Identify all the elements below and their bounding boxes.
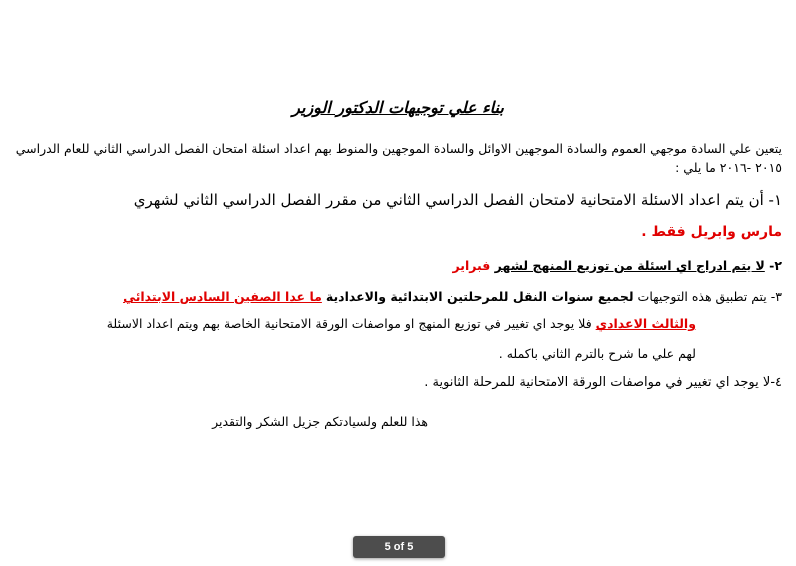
intro-paragraph: يتعين علي السادة موجهي العموم والسادة الموجهين الاوائل والسادة الموجهين والمنوط بهم اعداد اسئلة امتحان الفصل الدراسي الثاني للعام الدراسي ٢٠١٥ -٢٠١٦ ما يلي : <box>15 141 782 175</box>
document-title: بناء علي توجيهات الدكتور الوزير <box>292 98 504 117</box>
item-1-highlight: مارس وابريل فقط . <box>641 224 782 240</box>
page-indicator: 5 of 5 <box>353 536 445 558</box>
item-3-rest: فلا يوجد اي تغيير في توزيع المنهج او مواصفات الورقة الامتحانية الخاصة بهم ويتم اعداد الاسئلة <box>106 316 592 331</box>
item-3-line-3: لهم علي ما شرح بالترم الثاني باكمله . <box>498 346 696 361</box>
item-2-highlight: فبراير <box>452 258 491 273</box>
item-2-number: ٢- <box>769 258 782 273</box>
item-3-prefix: ٣- يتم تطبيق هذه التوجيهات <box>637 289 782 304</box>
item-4: ٤-لا يوجد اي تغيير في مواصفات الورقة الامتحانية للمرحلة الثانوية . <box>424 375 782 390</box>
item-3-bold: لجميع سنوات النقل للمرحلتين الابتدائية والاعدادية <box>325 289 634 304</box>
item-3-red-1: ما عدا الصفين السادس الابتدائي <box>123 289 322 304</box>
closing-line: هذا للعلم ولسيادتكم جزيل الشكر والتقدير <box>212 414 428 429</box>
item-3-line-2 <box>6 316 696 331</box>
item-2-text: لا يتم ادراج اي اسئلة من توزيع المنهج لشهر <box>494 258 765 273</box>
item-1-text: ١- أن يتم اعداد الاسئلة الامتحانية لامتحان الفصل الدراسي الثاني من مقرر الفصل الدراسي الثاني لشهري <box>133 191 782 209</box>
item-2 <box>12 258 782 273</box>
item-3-red-2: والثالث الاعدادي <box>595 316 696 331</box>
item-3-line-1 <box>12 289 782 304</box>
